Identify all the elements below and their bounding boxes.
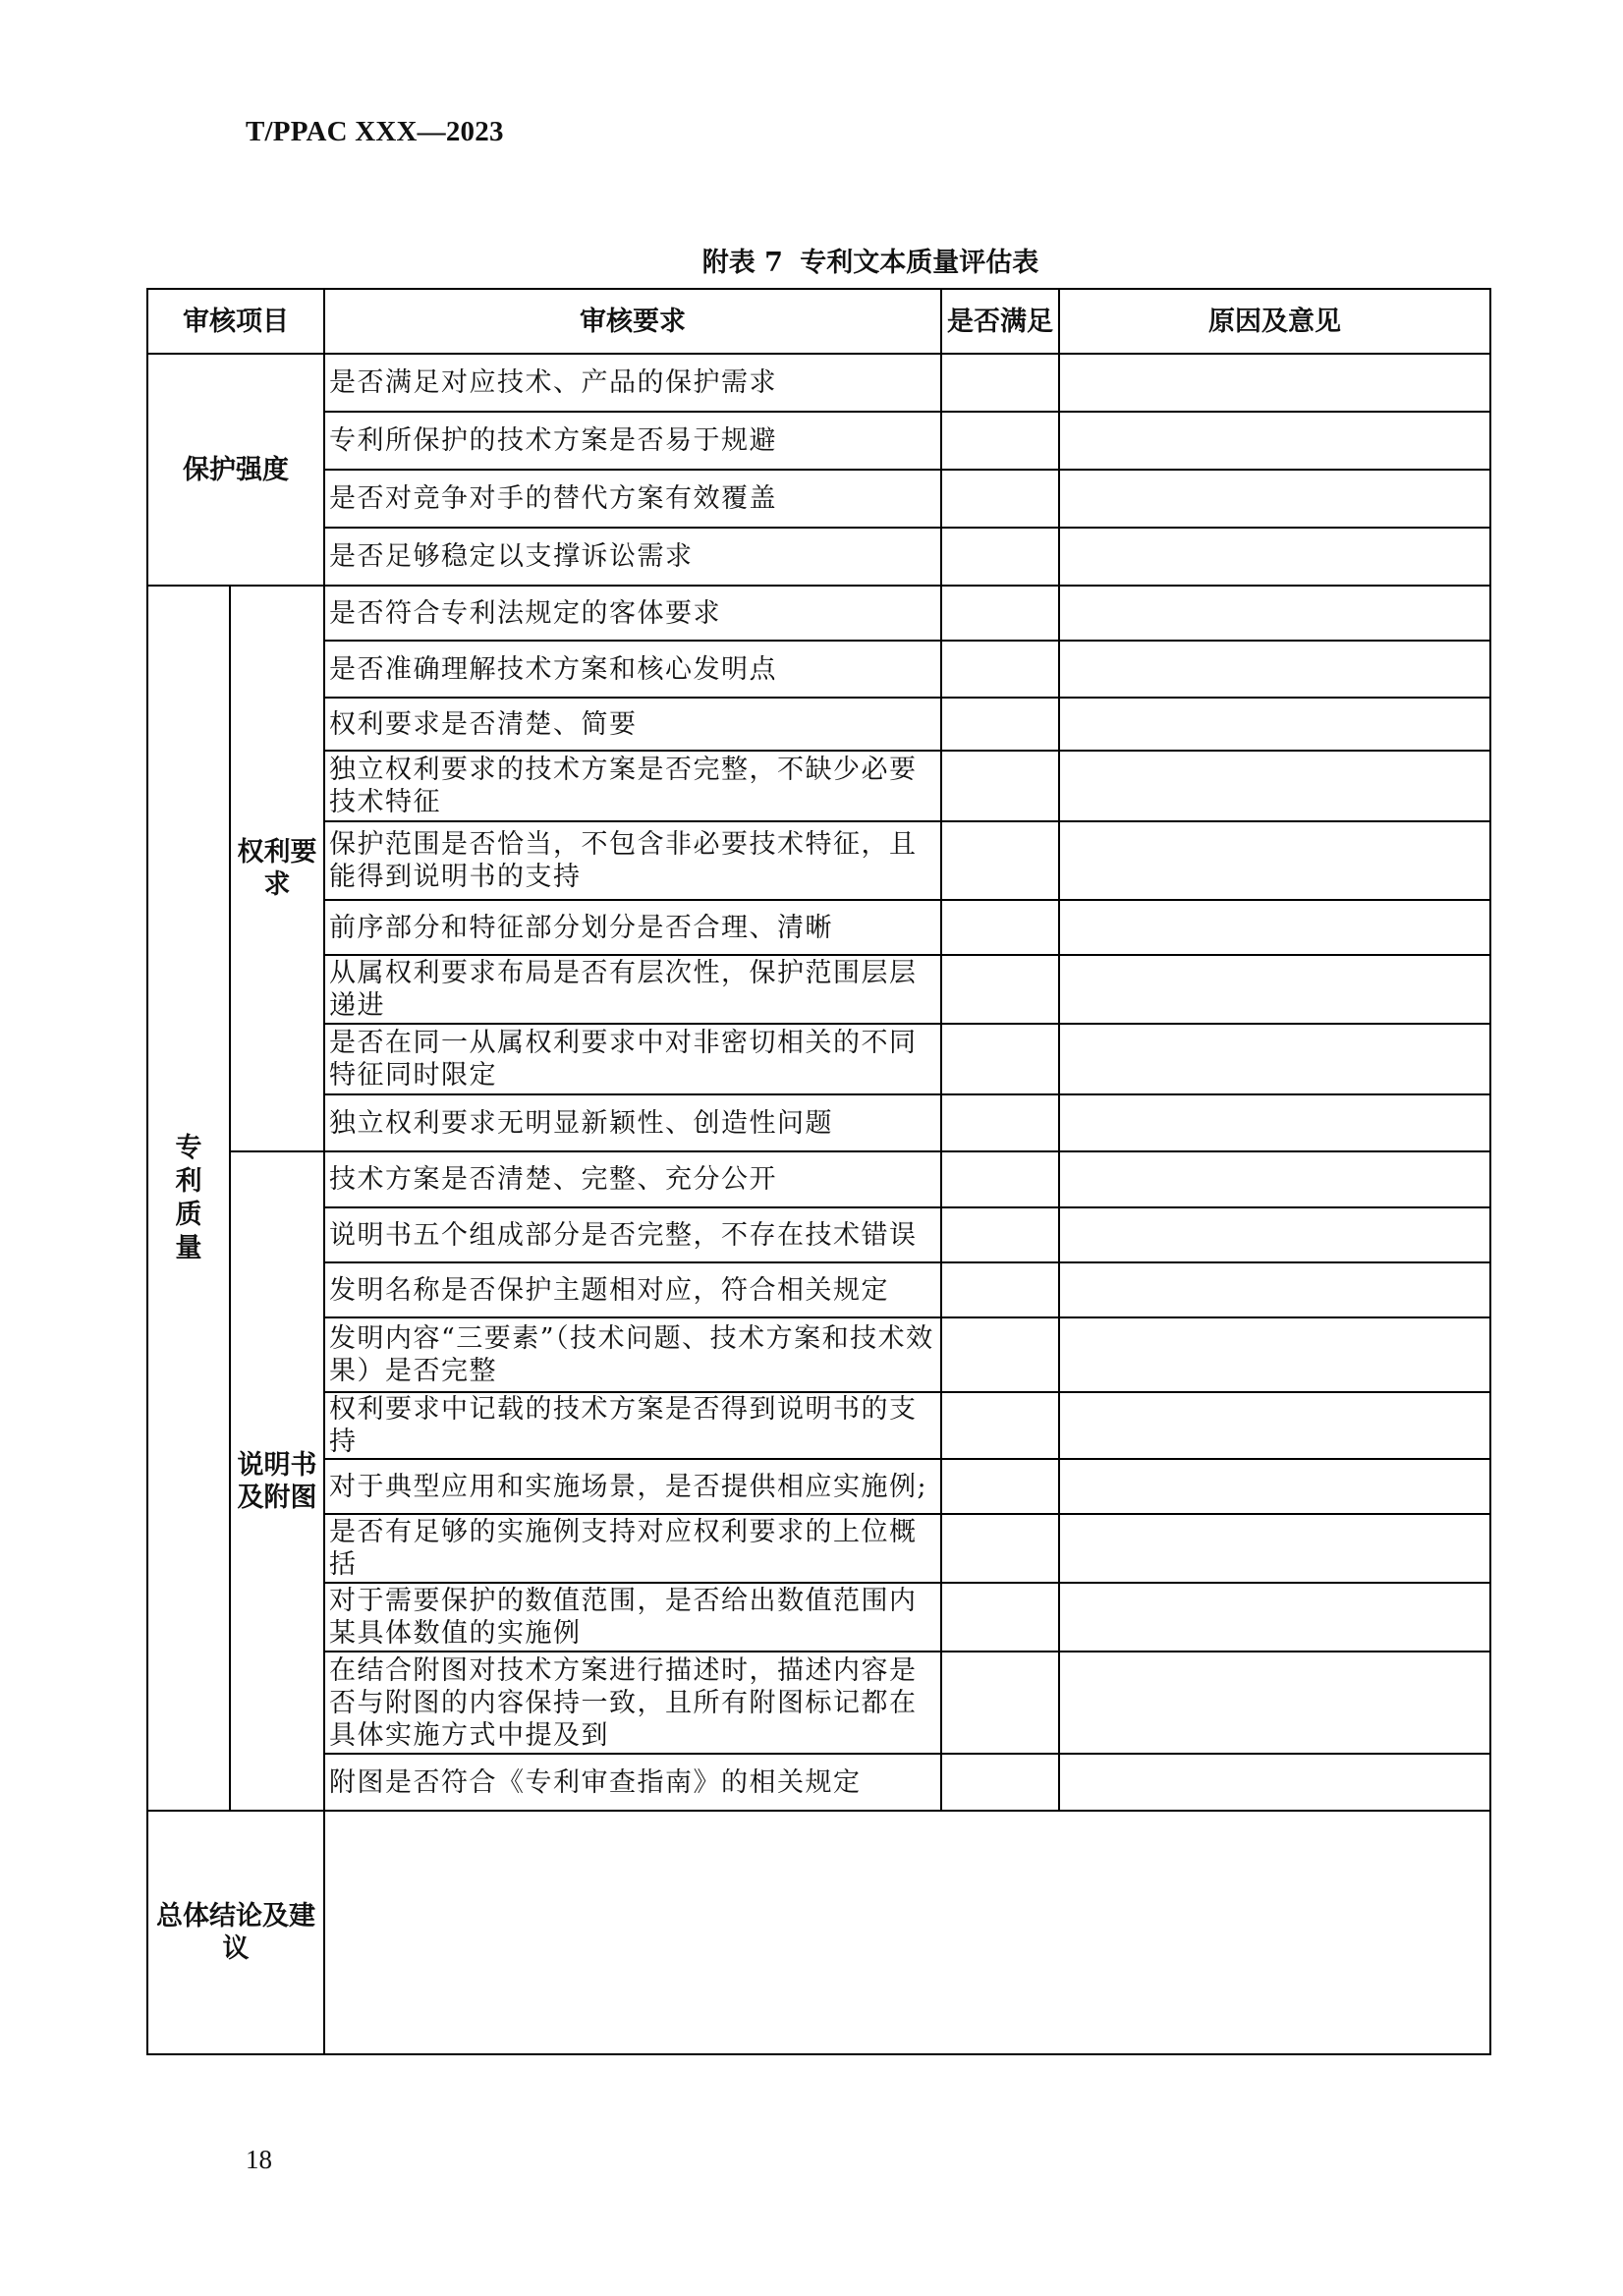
satisfied-cell[interactable]: [941, 1262, 1059, 1317]
satisfied-cell[interactable]: [941, 586, 1059, 641]
reason-cell[interactable]: [1059, 1094, 1490, 1151]
satisfied-cell[interactable]: [941, 412, 1059, 470]
reason-cell[interactable]: [1059, 698, 1490, 751]
col-header-satisfied: 是否满足: [941, 289, 1059, 354]
table-row: [147, 1652, 1490, 1754]
table-row: [147, 412, 1490, 470]
reason-cell[interactable]: [1059, 955, 1490, 1024]
header-row: [147, 289, 1490, 354]
reason-cell[interactable]: [1059, 751, 1490, 821]
satisfied-cell[interactable]: [941, 1317, 1059, 1392]
table-row: [147, 751, 1490, 821]
table-row: [147, 354, 1490, 412]
reason-cell[interactable]: [1059, 1262, 1490, 1317]
conclusion-row: [147, 1811, 1490, 2054]
satisfied-cell[interactable]: [941, 1754, 1059, 1811]
table-title-name: 专利文本质量评估表: [800, 248, 1039, 278]
table-row: [147, 955, 1490, 1024]
requirement-cell: 是否准确理解技术方案和核心发明点: [324, 641, 941, 698]
table-row: [147, 1754, 1490, 1811]
table-row: [147, 1583, 1490, 1652]
requirement-cell: 从属权利要求布局是否有层次性，保护范围层层递进: [324, 955, 941, 1024]
requirement-cell: 前序部分和特征部分划分是否合理、清晰: [324, 900, 941, 955]
reason-cell[interactable]: [1059, 900, 1490, 955]
requirement-cell: 在结合附图对技术方案进行描述时，描述内容是否与附图的内容保持一致，且所有附图标记都在具体实施方式中提及到: [324, 1652, 941, 1754]
satisfied-cell[interactable]: [941, 1151, 1059, 1207]
reason-cell[interactable]: [1059, 354, 1490, 412]
table-row: [147, 1514, 1490, 1583]
requirement-cell: 保护范围是否恰当，不包含非必要技术特征，且能得到说明书的支持: [324, 821, 941, 900]
col-header-item: 审核项目: [147, 289, 324, 354]
requirement-cell: 权利要求中记载的技术方案是否得到说明书的支持: [324, 1392, 941, 1459]
reason-cell[interactable]: [1059, 1514, 1490, 1583]
satisfied-cell[interactable]: [941, 955, 1059, 1024]
table-row: [147, 470, 1490, 528]
conclusion-label: 总体结论及建议: [147, 1811, 324, 2054]
requirement-cell: 是否足够稳定以支撑诉讼需求: [324, 528, 941, 586]
reason-cell[interactable]: [1059, 1392, 1490, 1459]
table-row: [147, 1317, 1490, 1392]
table-row: [147, 1392, 1490, 1459]
table-row: [147, 528, 1490, 586]
reason-cell[interactable]: [1059, 1583, 1490, 1652]
table-row: [147, 1024, 1490, 1094]
category-quality: 专利质量: [147, 586, 230, 1811]
reason-cell[interactable]: [1059, 1024, 1490, 1094]
table-row: [147, 1151, 1490, 1207]
reason-cell[interactable]: [1059, 528, 1490, 586]
satisfied-cell[interactable]: [941, 1392, 1059, 1459]
reason-cell[interactable]: [1059, 1754, 1490, 1811]
requirement-cell: 权利要求是否清楚、简要: [324, 698, 941, 751]
reason-cell[interactable]: [1059, 1317, 1490, 1392]
satisfied-cell[interactable]: [941, 1094, 1059, 1151]
reason-cell[interactable]: [1059, 1459, 1490, 1514]
table-row: [147, 821, 1490, 900]
table-row: [147, 1262, 1490, 1317]
reason-cell[interactable]: [1059, 641, 1490, 698]
table-row: [147, 586, 1490, 641]
conclusion-content[interactable]: [324, 1811, 1490, 2054]
satisfied-cell[interactable]: [941, 354, 1059, 412]
table-row: [147, 1459, 1490, 1514]
requirement-cell: 发明名称是否保护主题相对应，符合相关规定: [324, 1262, 941, 1317]
reason-cell[interactable]: [1059, 1652, 1490, 1754]
col-header-requirement: 审核要求: [324, 289, 941, 354]
reason-cell[interactable]: [1059, 821, 1490, 900]
requirement-cell: 发明内容“三要素”（技术问题、技术方案和技术效果）是否完整: [324, 1317, 941, 1392]
table-row: [147, 641, 1490, 698]
satisfied-cell[interactable]: [941, 821, 1059, 900]
satisfied-cell[interactable]: [941, 470, 1059, 528]
table-title-label: 附表 7: [701, 248, 783, 278]
requirement-cell: 独立权利要求无明显新颖性、创造性问题: [324, 1094, 941, 1151]
requirement-cell: 对于典型应用和实施场景，是否提供相应实施例;: [324, 1459, 941, 1514]
satisfied-cell[interactable]: [941, 641, 1059, 698]
subcategory-specification: 说明书及附图: [230, 1151, 324, 1811]
page-number: 18: [246, 2145, 272, 2174]
col-header-reason: 原因及意见: [1059, 289, 1490, 354]
evaluation-table: [146, 288, 1491, 2055]
requirement-cell: 专利所保护的技术方案是否易于规避: [324, 412, 941, 470]
table-row: [147, 900, 1490, 955]
satisfied-cell[interactable]: [941, 1207, 1059, 1262]
requirement-cell: 技术方案是否清楚、完整、充分公开: [324, 1151, 941, 1207]
table-row: [147, 1207, 1490, 1262]
satisfied-cell[interactable]: [941, 698, 1059, 751]
satisfied-cell[interactable]: [941, 1024, 1059, 1094]
requirement-cell: 独立权利要求的技术方案是否完整，不缺少必要技术特征: [324, 751, 941, 821]
document-code: T/PPAC XXX—2023: [246, 116, 504, 147]
requirement-cell: 对于需要保护的数值范围，是否给出数值范围内某具体数值的实施例: [324, 1583, 941, 1652]
reason-cell[interactable]: [1059, 586, 1490, 641]
requirement-cell: 是否符合专利法规定的客体要求: [324, 586, 941, 641]
subcategory-claims: 权利要求: [230, 586, 324, 1151]
table-row: [147, 1094, 1490, 1151]
requirement-cell: 附图是否符合《专利审查指南》的相关规定: [324, 1754, 941, 1811]
requirement-cell: 是否对竞争对手的替代方案有效覆盖: [324, 470, 941, 528]
satisfied-cell[interactable]: [941, 1459, 1059, 1514]
category-protection: 保护强度: [147, 354, 324, 586]
table-row: [147, 698, 1490, 751]
satisfied-cell[interactable]: [941, 1583, 1059, 1652]
satisfied-cell[interactable]: [941, 751, 1059, 821]
requirement-cell: 是否有足够的实施例支持对应权利要求的上位概括: [324, 1514, 941, 1583]
requirement-cell: 是否满足对应技术、产品的保护需求: [324, 354, 941, 412]
reason-cell[interactable]: [1059, 470, 1490, 528]
reason-cell[interactable]: [1059, 1151, 1490, 1207]
reason-cell[interactable]: [1059, 1207, 1490, 1262]
reason-cell[interactable]: [1059, 412, 1490, 470]
table-title: [0, 241, 1623, 279]
satisfied-cell[interactable]: [941, 1652, 1059, 1754]
requirement-cell: 是否在同一从属权利要求中对非密切相关的不同特征同时限定: [324, 1024, 941, 1094]
requirement-cell: 说明书五个组成部分是否完整，不存在技术错误: [324, 1207, 941, 1262]
satisfied-cell[interactable]: [941, 528, 1059, 586]
satisfied-cell[interactable]: [941, 1514, 1059, 1583]
satisfied-cell[interactable]: [941, 900, 1059, 955]
